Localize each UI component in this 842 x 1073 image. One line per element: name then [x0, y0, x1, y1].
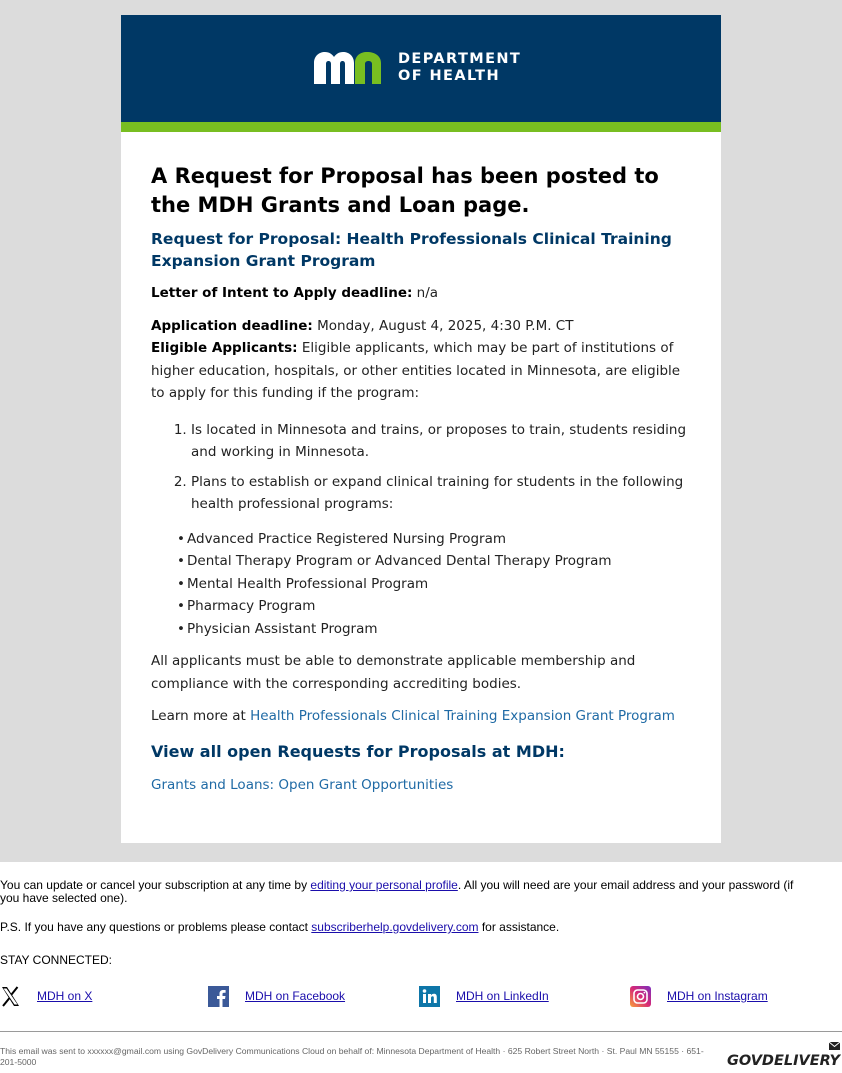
program-item: • Dental Therapy Program or Advanced Dental Therapy Program: [187, 550, 696, 573]
bullet-icon: •: [177, 620, 185, 637]
instagram-icon[interactable]: [630, 986, 651, 1007]
condition-item: 2. Plans to establish or expand clinical training for students in the following health professional programs:: [191, 471, 696, 516]
social-link-facebook[interactable]: MDH on Facebook: [245, 989, 346, 1003]
bullet-icon: •: [177, 575, 185, 592]
x-icon[interactable]: [0, 986, 21, 1007]
program-item: • Physician Assistant Program: [187, 618, 696, 641]
envelope-icon: [829, 1042, 840, 1050]
grants-loans-link[interactable]: Grants and Loans: Open Grant Opportunities: [151, 776, 454, 793]
social-link-linkedin[interactable]: MDH on LinkedIn: [456, 989, 549, 1003]
mdh-logo-mark: [314, 52, 388, 84]
subscription-note: You can update or cancel your subscription at any time by editing your personal profile. All you will need are your email address and your password (if you have selected one).: [0, 878, 794, 905]
sent-to-note: This email was sent to xxxxxx@gmail.com using GovDelivery Communications Cloud on behalf of: Minnesota Department of Health · 625 Robert Street North · St. Paul MN 55155 · 651-201-5000: [0, 1046, 704, 1067]
edit-profile-link[interactable]: editing your personal profile: [310, 878, 458, 892]
program-item: • Mental Health Professional Program: [187, 573, 696, 596]
govdelivery-logo[interactable]: [725, 1041, 841, 1069]
programs-list: [151, 528, 696, 641]
svg-text:GOVDELIVERY: GOVDELIVERY: [727, 1053, 840, 1069]
conditions-list: [151, 419, 696, 516]
accreditation-note: All applicants must be able to demonstrate applicable membership and compliance with the corresponding accrediting bodies.: [151, 653, 636, 692]
facebook-icon[interactable]: [208, 986, 229, 1007]
social-facebook: [208, 986, 345, 1006]
footer-divider: [0, 1031, 842, 1032]
condition-item: 1. Is located in Minnesota and trains, or proposes to train, students residing and working in Minnesota.: [191, 419, 696, 464]
mdh-header: [121, 15, 721, 122]
email-body: [151, 162, 696, 796]
bullet-icon: •: [177, 530, 185, 547]
stay-connected-label: STAY CONNECTED:: [0, 953, 113, 967]
social-instagram: [630, 986, 768, 1006]
linkedin-icon[interactable]: [419, 986, 440, 1007]
ps-note: P.S. If you have any questions or problems please contact subscriberhelp.govdelivery.com for assistance.: [0, 920, 560, 934]
bullet-icon: •: [177, 553, 185, 569]
bullet-icon: •: [177, 598, 185, 614]
learn-more: Learn more at Health Professionals Clinical Training Expansion Grant Program: [151, 708, 675, 724]
page-title: A Request for Proposal has been posted to the MDH Grants and Loan page.: [151, 164, 659, 217]
mdh-logo-text: DEPARTMENT OF HEALTH: [398, 51, 522, 84]
program-item: • Advanced Practice Registered Nursing Program: [187, 528, 696, 551]
program-item: • Pharmacy Program: [187, 595, 696, 618]
social-link-instagram[interactable]: MDH on Instagram: [667, 989, 768, 1003]
social-x: [0, 986, 92, 1006]
eligible-applicants: Eligible Applicants: Eligible applicants, which may be part of institutions of higher education, hospitals, or other entities located in Minnesota, are eligible to apply for this funding if the program:: [151, 340, 681, 401]
grants-link-row: [151, 774, 696, 797]
green-accent-bar: [121, 122, 721, 132]
program-link[interactable]: Health Professionals Clinical Training Expansion Grant Program: [250, 708, 675, 724]
view-all-heading: View all open Requests for Proposals at MDH:: [151, 741, 565, 761]
email-card: [121, 15, 721, 843]
loi-deadline: Letter of Intent to Apply deadline: n/a: [151, 285, 439, 301]
application-deadline: Application deadline: Monday, August 4, 2025, 4:30 P.M. CT: [151, 317, 574, 334]
social-link-x[interactable]: MDH on X: [37, 989, 93, 1003]
social-linkedin: [419, 986, 549, 1006]
rfp-title: Request for Proposal: Health Professionals Clinical Training Expansion Grant Program: [151, 230, 672, 270]
support-link[interactable]: subscriberhelp.govdelivery.com: [311, 920, 479, 934]
